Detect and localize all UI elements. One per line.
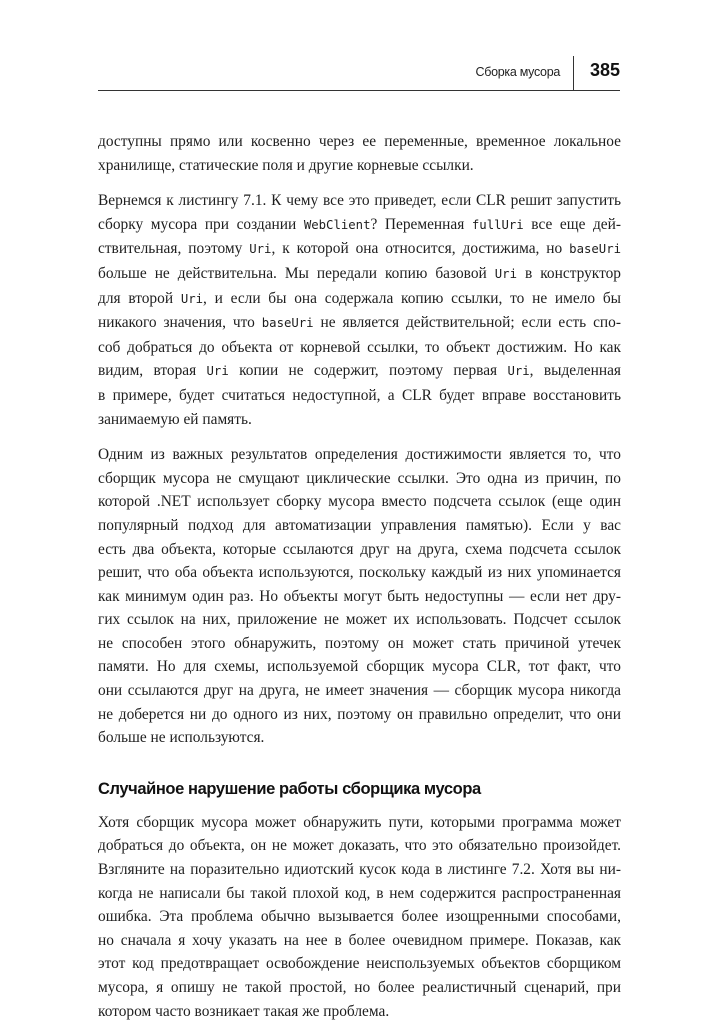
text-line xyxy=(98,130,621,154)
text-run: в конструктор xyxy=(516,264,621,282)
text-line xyxy=(98,585,621,609)
text-line xyxy=(98,561,621,585)
text-run: , выделенная xyxy=(529,362,621,380)
text-line xyxy=(98,287,621,312)
text-line xyxy=(98,514,621,538)
text-line xyxy=(98,359,621,384)
text-run: Взгляните на поразительно идиотский кусок кода в листинге 7.2. Хотя вы ни- xyxy=(98,861,621,879)
paragraph xyxy=(98,189,621,431)
text-run: этот код предотвращает освобождение неиспользуемых объектов сборщиком xyxy=(98,955,621,973)
inline-code: Uri xyxy=(507,364,530,379)
text-run: когда не написали бы такой плохой код, в нем содержится распространенная xyxy=(98,884,621,902)
text-run: доступны прямо или косвенно через ее переменные, временное локальное xyxy=(98,133,621,150)
paragraph xyxy=(98,443,621,750)
text-run: , и если бы она содержала копию ссылки, то не имело бы xyxy=(203,289,621,307)
inline-code: Uri xyxy=(206,364,229,379)
text-line xyxy=(98,858,621,882)
header-separator xyxy=(573,56,574,90)
text-run: есть два объекта, которые ссылаются друг на друга, схема подсчета ссылок xyxy=(98,540,621,558)
text-run: больше не действительна. Мы передали копию базовой xyxy=(98,264,495,282)
text-run: для второй xyxy=(98,289,181,307)
page-header xyxy=(98,56,620,91)
text-line xyxy=(98,384,621,408)
text-run: больше не используются. xyxy=(98,729,265,747)
text-run: мусора, я опишу не такой простой, но более реалистичный сценарий, при xyxy=(98,979,621,996)
text-run: ? Переменная xyxy=(370,215,472,233)
text-line xyxy=(98,726,621,750)
paragraphs-after-heading xyxy=(98,811,621,1023)
text-run: сборку мусора при создании xyxy=(98,215,304,233)
text-line xyxy=(98,632,621,656)
text-line xyxy=(98,490,621,514)
paragraphs-before-heading xyxy=(98,130,621,750)
text-run: копии не содержит, поэтому первая xyxy=(228,362,508,380)
text-line xyxy=(98,976,621,1000)
inline-code: Uri xyxy=(249,242,272,257)
text-run: , к которой она относится, достижима, но xyxy=(271,240,570,258)
page-body xyxy=(98,130,621,1035)
text-run: Одним из важных результатов определения достижимости является то, что xyxy=(98,446,621,464)
inline-code: fullUri xyxy=(471,217,524,232)
text-run: памяти. Но для схемы, используемой сборщик мусора CLR, тот факт, что xyxy=(98,658,621,676)
text-line xyxy=(98,311,621,336)
text-run: Хотя сборщик мусора может обнаружить пути, которыми программа может xyxy=(98,813,621,831)
text-line xyxy=(98,1000,621,1024)
text-run: решит, что оба объекта используются, поскольку каждый из них упоминается xyxy=(98,564,621,582)
text-run: ствительная, поэтому xyxy=(98,240,250,258)
inline-code: baseUri xyxy=(569,242,621,257)
text-run: никакого значения, что xyxy=(98,314,262,332)
text-line xyxy=(98,237,621,262)
section-heading: Случайное нарушение работы сборщика мусора xyxy=(98,779,481,798)
text-line xyxy=(98,408,621,432)
text-run: в примере, будет считаться недоступной, а CLR будет вправе восстановить xyxy=(98,386,621,404)
inline-code: baseUri xyxy=(261,316,314,331)
text-run: Вернемся к листингу 7.1. К чему все это приведет, если CLR решит запустить xyxy=(98,192,621,210)
text-run: не способен этого обнаружить, поэтому он может стать причиной утечек xyxy=(98,634,621,652)
text-run: сборщик мусора не смущают циклические ссылки. Это одна из причин, по xyxy=(98,469,621,487)
text-run: занимаемую ей память. xyxy=(98,410,252,428)
text-line xyxy=(98,834,621,858)
inline-code: Uri xyxy=(494,266,517,281)
paragraph xyxy=(98,130,621,177)
text-run: видим, вторая xyxy=(98,362,207,380)
page-number: 385 xyxy=(589,60,620,80)
text-run: не доберется ни до одного из них, поэтому он правильно определит, что они xyxy=(98,705,621,723)
text-line xyxy=(98,882,621,906)
text-line xyxy=(98,929,621,953)
text-line xyxy=(98,336,621,360)
text-line xyxy=(98,443,621,467)
paragraph xyxy=(98,811,621,1023)
text-line xyxy=(98,213,621,238)
text-run: но сначала я хочу указать на нее в более очевидном примере. Показав, как xyxy=(98,931,621,949)
text-line xyxy=(98,703,621,727)
text-line xyxy=(98,655,621,679)
text-run: хранилище, статические поля и другие корневые ссылки. xyxy=(98,156,474,174)
text-line xyxy=(98,811,621,835)
text-line xyxy=(98,467,621,491)
text-run: добраться до объекта, он не может доказать, что это обязательно произойдет. xyxy=(98,837,621,855)
text-run: ошибка. Эта проблема обычно вызывается более изощренными способами, xyxy=(98,908,621,926)
text-run: гих ссылок на них, приложение не может их использовать. Подсчет ссылок xyxy=(98,611,621,629)
text-line xyxy=(98,608,621,632)
text-line xyxy=(98,538,621,562)
text-run: как минимум один раз. Но объекты могут быть недоступны — если нет дру- xyxy=(98,587,621,605)
text-line xyxy=(98,189,621,213)
text-run: популярный подход для автоматизации управления памятью). Если у вас xyxy=(98,516,621,534)
running-title: Сборка мусора xyxy=(475,65,560,79)
text-run: котором часто возникает такая же проблема. xyxy=(98,1002,390,1020)
text-line xyxy=(98,952,621,976)
text-line xyxy=(98,679,621,703)
text-run: все еще дей- xyxy=(523,215,621,233)
text-run: соб добраться до объекта от корневой ссылки, то объект достижим. Но как xyxy=(98,338,621,356)
inline-code: WebClient xyxy=(303,217,371,232)
text-run: не является действительной; если есть спо- xyxy=(313,314,621,332)
text-line xyxy=(98,154,621,178)
inline-code: Uri xyxy=(180,291,204,306)
text-line xyxy=(98,905,621,929)
text-line xyxy=(98,262,621,287)
text-run: которой .NET использует сборку мусора вместо подсчета ссылок (еще один xyxy=(98,493,621,511)
text-run: они ссылаются друг на друга, не имеет значения — сборщик мусора никогда xyxy=(98,682,621,700)
